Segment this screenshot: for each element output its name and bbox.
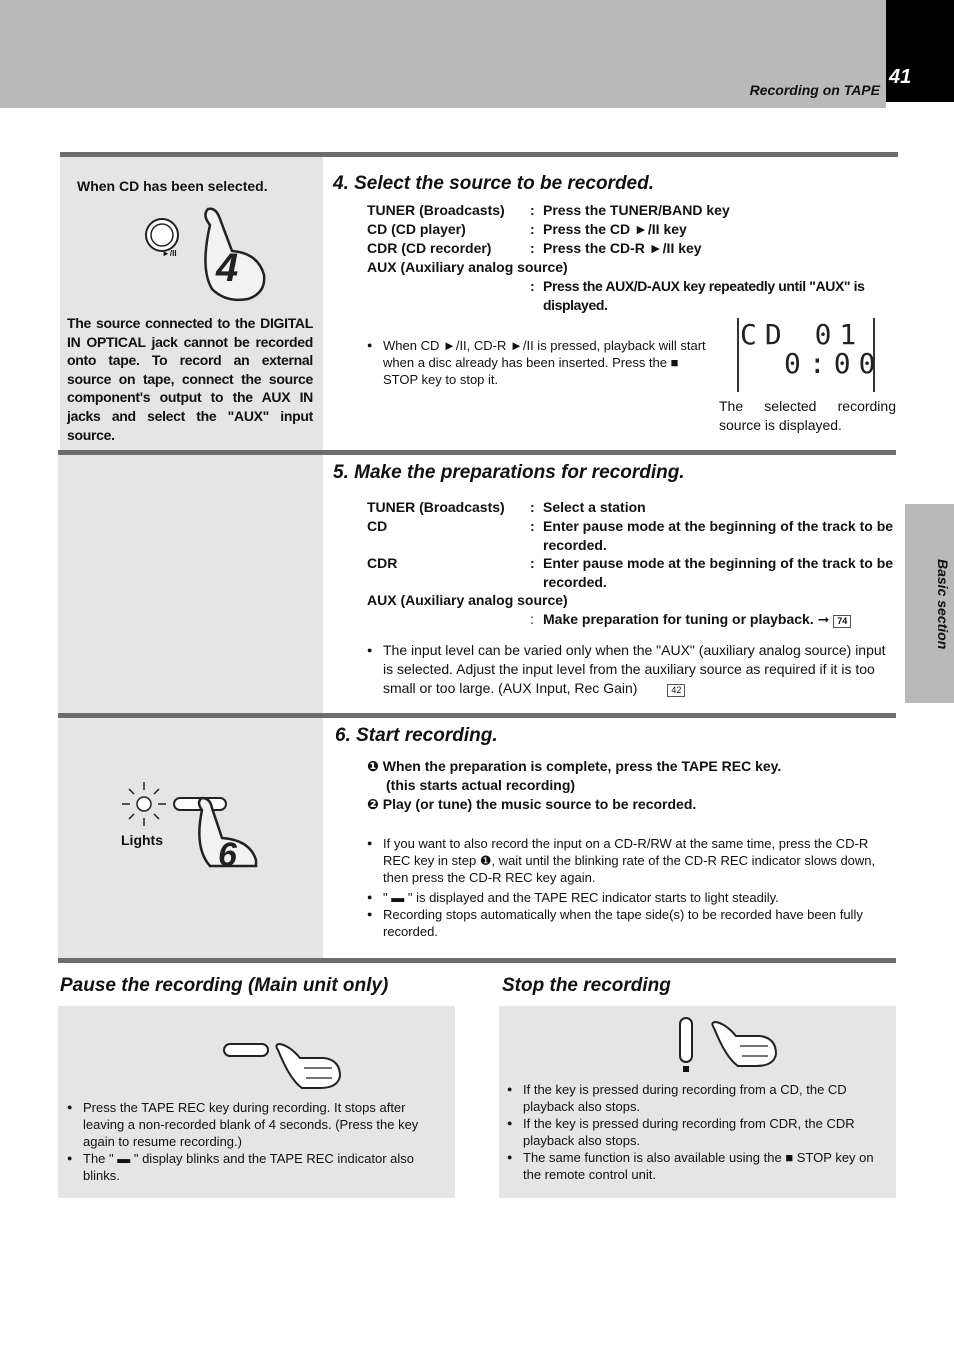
- step4-source-table: [367, 201, 907, 315]
- tape-rec-button-illustration: [110, 778, 280, 868]
- step5-note: ● The input level can be varied only when the "AUX" (auxiliary analog source) input is selected. Adjust the input level from the auxiliary source as required if it is too small or too large. (AUX Input, Rec Gain) 42: [367, 642, 886, 696]
- lcd-line-2: 0:00: [784, 347, 884, 380]
- lcd-caption: The selected recording source is displayed.: [719, 398, 896, 433]
- stop-title: Stop the recording: [502, 975, 671, 996]
- table-row: TUNER (Broadcasts) : Select a station: [367, 499, 646, 515]
- hand-step-number: 6: [218, 836, 237, 874]
- step5-title: 5. Make the preparations for recording.: [333, 462, 685, 483]
- table-row: CDR (CD recorder) : Press the CD-R ►/II key: [367, 240, 702, 256]
- step4-note: ● When CD ►/II, CD-R ►/II is pressed, playback will start when a disc already has been inserted. Press the ■ STOP key to stop it.: [367, 338, 706, 387]
- play-pause-label: ►/II: [162, 249, 177, 258]
- step4-title: 4. Select the source to be recorded.: [333, 173, 654, 194]
- step5-side-panel: [58, 455, 323, 713]
- list-item: ● Recording stops automatically when the tape side(s) to be recorded have been fully recorded.: [367, 907, 863, 939]
- page-number: 41: [889, 66, 912, 88]
- step6-title: 6. Start recording.: [335, 725, 498, 746]
- table-row: CD (CD player) : Press the CD ►/II key: [367, 221, 687, 237]
- lcd-line-1: CD 01: [740, 318, 865, 351]
- hand-step-number: 4: [216, 246, 239, 290]
- step6-substep-2: ❷ Play (or tune) the music source to be recorded.: [367, 796, 697, 812]
- step4-side-caption: When CD has been selected.: [77, 178, 268, 194]
- table-row: TUNER (Broadcasts) : Press the TUNER/BAND key: [367, 202, 730, 218]
- side-tab-label: Basic section: [935, 558, 951, 650]
- list-item: ● If you want to also record the input on a CD-R/RW at the same time, press the CD-R REC key in step ❶, wait until the blinking rate of the CD-R REC indicator slows down, then press the CD-R REC key again.: [367, 836, 876, 885]
- side-tab: [905, 504, 954, 703]
- list-item: ● " ▬ " is displayed and the TAPE REC indicator starts to light steadily.: [367, 890, 779, 905]
- table-row: : Press the AUX/D-AUX key repeatedly until "AUX" is displayed.: [530, 278, 865, 313]
- table-row: CD : Enter pause mode at the beginning of the track to be recorded.: [367, 518, 894, 553]
- stop-key-illustration: [670, 1014, 790, 1076]
- page-ref: 74: [833, 615, 851, 628]
- step6-notes: [367, 835, 889, 940]
- page-ref: 42: [667, 684, 685, 697]
- play-pause-button-illustration: [140, 205, 280, 305]
- pause-title: Pause the recording (Main unit only): [60, 975, 389, 996]
- tape-rec-key-illustration: [220, 1036, 350, 1092]
- table-row: AUX (Auxiliary analog source): [367, 592, 568, 608]
- divider: [58, 958, 896, 963]
- list-item: ● The " ▬ " display blinks and the TAPE REC indicator also blinks.: [67, 1151, 415, 1183]
- step5-source-table: [367, 498, 907, 629]
- step6-substep-1: ❶ When the preparation is complete, press the TAPE REC key.: [367, 758, 782, 774]
- table-row: AUX (Auxiliary analog source): [367, 259, 568, 275]
- pause-notes: [67, 1099, 447, 1184]
- list-item: ● If the key is pressed during recording from CDR, the CDR playback also stops.: [507, 1116, 855, 1148]
- section-title: Recording on TAPE: [749, 82, 880, 98]
- lights-label: Lights: [121, 832, 163, 848]
- step4-side-warning: The source connected to the DIGITAL IN OPTICAL jack cannot be recorded onto tape. To record an external source on tape, connect the source component's output to the AUX IN jacks and select the "AUX" input source.: [67, 315, 313, 443]
- list-item: ● The same function is also available using the ■ STOP key on the remote control unit.: [507, 1150, 874, 1182]
- list-item: ● Press the TAPE REC key during recording. It stops after leaving a non-recorded blank of 4 seconds. (Press the key again to resume recording.): [67, 1100, 419, 1149]
- stop-notes: [507, 1081, 887, 1183]
- step6-substep-1b: (this starts actual recording): [386, 777, 576, 793]
- table-row: CDR : Enter pause mode at the beginning of the track to be recorded.: [367, 555, 894, 590]
- list-item: ● If the key is pressed during recording from a CD, the CD playback also stops.: [507, 1082, 847, 1114]
- table-row: : Make preparation for tuning or playback. ➞ 74: [367, 610, 907, 629]
